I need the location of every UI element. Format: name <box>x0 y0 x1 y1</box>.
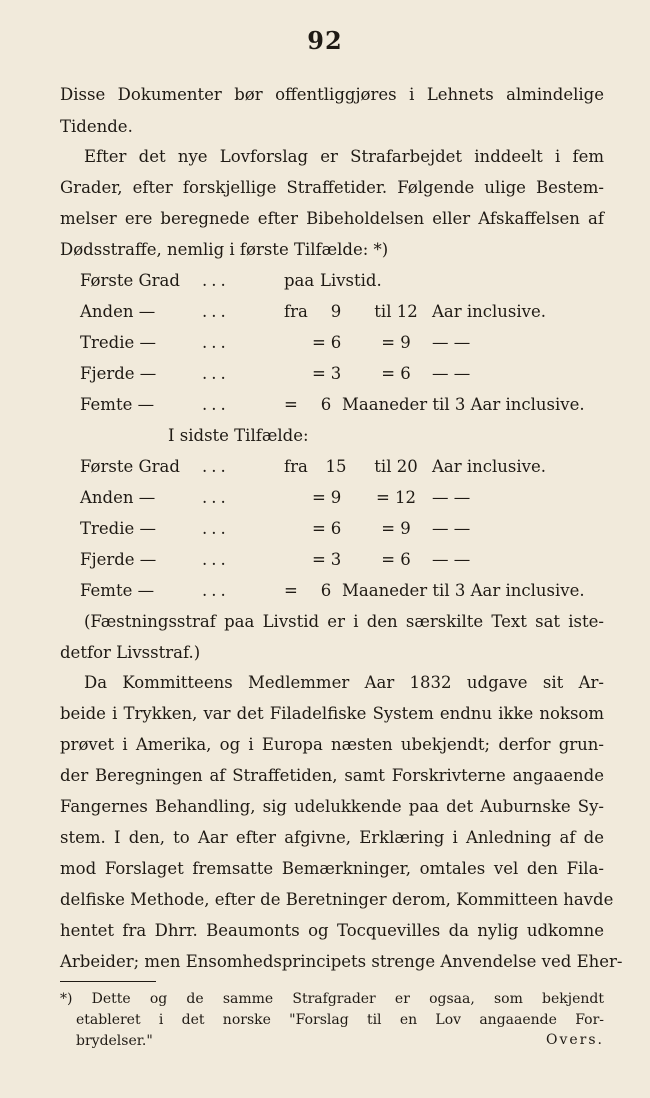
leader-dots: ... <box>202 550 230 569</box>
text-line: Disse Dokumenter bør offentliggjøres i Lehnets almindelige <box>60 85 604 104</box>
prefix-cell: fra <box>284 457 308 476</box>
rest-cell: — — <box>432 519 471 538</box>
leader-dots: ... <box>202 302 230 321</box>
from-cell: 6 <box>320 395 332 414</box>
text-line: der Beregningen af Straffetiden, samt Forskrivterne angaaende <box>60 766 604 785</box>
to-cell: = 9 <box>381 519 411 538</box>
rest-cell: — — <box>432 364 471 383</box>
grade-cell: Tredie — <box>80 519 157 538</box>
rest-cell: — — <box>432 550 471 569</box>
footnote-signature: Overs. <box>546 1032 604 1048</box>
leader-dots: ... <box>202 457 230 476</box>
table-row <box>80 456 600 478</box>
from-cell: 9 <box>330 302 342 321</box>
text-line: stem. I den, to Aar efter afgivne, Erklæring i Anledning af de <box>60 828 604 847</box>
text-line: delfiske Methode, efter de Beretninger derom, Kommitteen havde <box>60 890 614 909</box>
table-row <box>80 518 600 540</box>
rest-cell: Maaneder til 3 Aar inclusive. <box>342 581 585 600</box>
from-cell: 15 <box>325 457 347 476</box>
table-row <box>80 580 600 602</box>
prefix-cell: fra <box>284 302 308 321</box>
from-cell: 6 <box>330 333 342 352</box>
text-line: prøvet i Amerika, og i Europa næsten ubekjendt; derfor grun- <box>60 735 604 754</box>
table-row <box>80 363 600 385</box>
from-cell: 9 <box>330 488 342 507</box>
leader-dots: ... <box>202 395 230 414</box>
subheading: I sidste Tilfælde: <box>168 426 309 445</box>
prefix-cell: = <box>312 364 326 383</box>
grade-cell: Fjerde — <box>80 550 157 569</box>
leader-dots: ... <box>202 364 230 383</box>
grade-cell: Femte — <box>80 395 155 414</box>
rest-cell: — — <box>432 333 471 352</box>
from-cell: 6 <box>320 581 332 600</box>
text-line: beide i Trykken, var det Filadelfiske System endnu ikke noksom <box>60 704 604 723</box>
table-row <box>80 549 600 571</box>
prefix-cell: = <box>284 395 298 414</box>
footnote-line: etableret i det norske "Forslag til en Lov angaaende For- <box>76 1012 604 1028</box>
to-cell: til 20 <box>374 457 418 476</box>
text-line: Fangernes Behandling, sig udelukkende paa det Auburnske Sy- <box>60 797 604 816</box>
text-line: Tidende. <box>60 117 133 136</box>
text-line: melser ere beregnede efter Bibeholdelsen eller Afskaffelsen af <box>60 209 604 228</box>
grade-cell: Første Grad <box>80 457 180 476</box>
grade-cell: Første Grad <box>80 271 180 290</box>
text-line: Dødsstraffe, nemlig i første Tilfælde: *) <box>60 240 389 259</box>
grade-cell: Anden — <box>80 302 156 321</box>
leader-dots: ... <box>202 581 230 600</box>
text-line: Arbeider; men Ensomhedsprincipets strenge Anvendelse ved Eher- <box>60 952 623 971</box>
table-row <box>80 270 600 292</box>
text-line: (Fæstningsstraf paa Livstid er i den særskilte Text sat iste- <box>84 612 604 631</box>
prefix-cell: = <box>312 488 326 507</box>
prefix-cell: = <box>284 581 298 600</box>
prefix-cell: = <box>312 519 326 538</box>
table-row <box>80 332 600 354</box>
table-row <box>80 301 600 323</box>
leader-dots: ... <box>202 333 230 352</box>
grade-cell: Anden — <box>80 488 156 507</box>
text-line: detfor Livsstraf.) <box>60 643 201 662</box>
text-line: Efter det nye Lovforslag er Strafarbejdet inddeelt i fem <box>84 147 604 166</box>
from-cell: 3 <box>330 364 342 383</box>
to-cell: = 9 <box>381 333 411 352</box>
leader-dots: ... <box>202 488 230 507</box>
to-cell: = 6 <box>381 550 411 569</box>
leader-dots: ... <box>202 271 230 290</box>
prefix-cell: paa <box>284 271 315 290</box>
to-cell: til 12 <box>374 302 418 321</box>
prefix-cell: = <box>312 333 326 352</box>
text-line: hentet fra Dhrr. Beaumonts og Tocquevilles da nylig udkomne <box>60 921 604 940</box>
page-number: 92 <box>307 26 343 55</box>
footnote-line: brydelser." <box>76 1033 153 1049</box>
to-cell: = 6 <box>381 364 411 383</box>
table-row <box>80 394 600 416</box>
footnote-rule <box>60 981 156 982</box>
from-cell: 3 <box>330 550 342 569</box>
rest-cell: Aar inclusive. <box>432 302 547 321</box>
grade-cell: Femte — <box>80 581 155 600</box>
rest-cell: Livstid. <box>320 271 382 290</box>
grade-cell: Fjerde — <box>80 364 157 383</box>
text-line: mod Forslaget fremsatte Bemærkninger, omtales vel den Fila- <box>60 859 604 878</box>
rest-cell: — — <box>432 488 471 507</box>
from-cell: 6 <box>330 519 342 538</box>
prefix-cell: = <box>312 550 326 569</box>
footnote-line: *) Dette og de samme Strafgrader er ogsaa, som bekjendt <box>60 991 604 1007</box>
rest-cell: Aar inclusive. <box>432 457 547 476</box>
to-cell: = 12 <box>375 488 417 507</box>
text-line: Grader, efter forskjellige Straffetider. Følgende ulige Bestem- <box>60 178 604 197</box>
text-line: Da Kommitteens Medlemmer Aar 1832 udgave sit Ar- <box>84 673 604 692</box>
rest-cell: Maaneder til 3 Aar inclusive. <box>342 395 585 414</box>
table-row <box>80 487 600 509</box>
leader-dots: ... <box>202 519 230 538</box>
grade-cell: Tredie — <box>80 333 157 352</box>
